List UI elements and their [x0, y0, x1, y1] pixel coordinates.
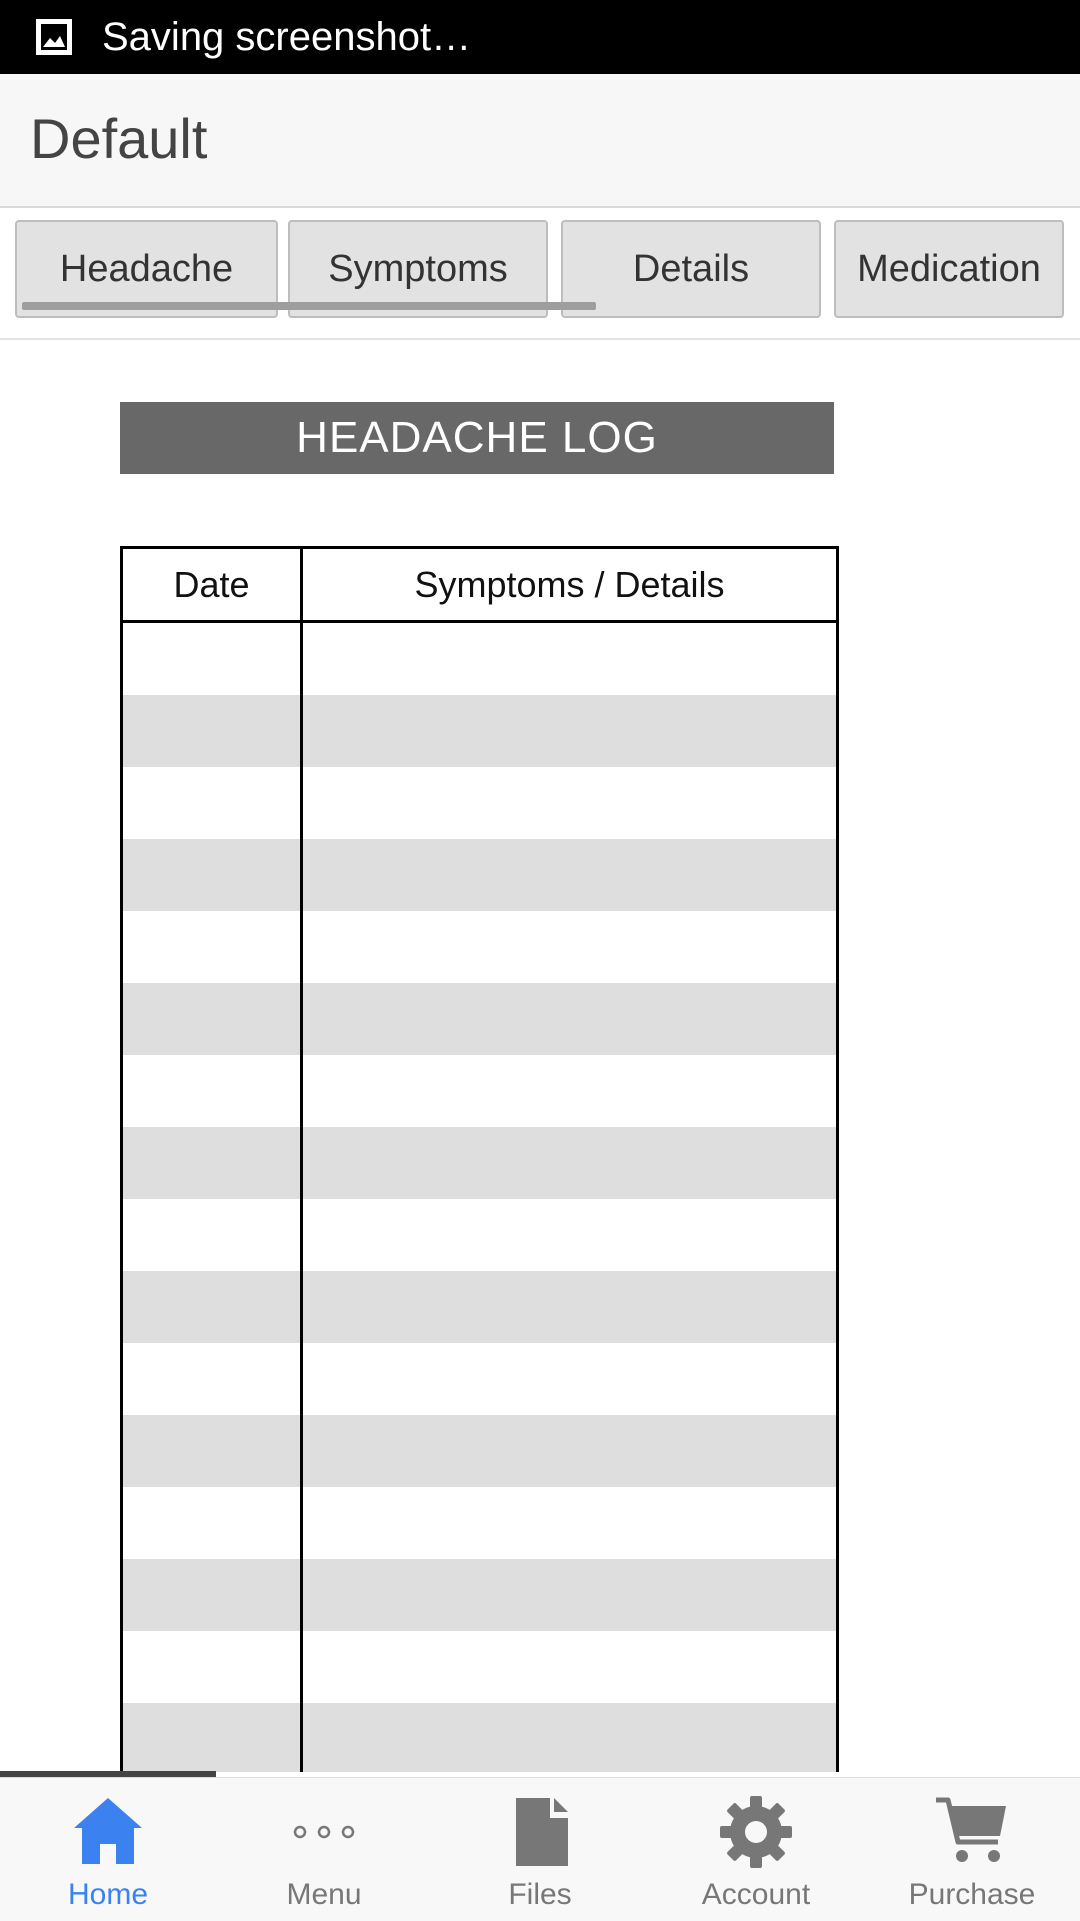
tab-label: Headache — [59, 247, 234, 290]
date-cell[interactable] — [122, 1703, 302, 1772]
symptoms-cell[interactable] — [302, 839, 838, 911]
symptoms-cell[interactable] — [302, 1127, 838, 1199]
date-cell[interactable] — [122, 1055, 302, 1127]
table-row[interactable] — [122, 1055, 838, 1127]
table-body — [122, 622, 838, 1773]
table-row[interactable] — [122, 695, 838, 767]
date-cell[interactable] — [122, 695, 302, 767]
log-title: HEADACHE LOG — [120, 402, 834, 474]
headache-log-table — [120, 546, 839, 1772]
date-cell[interactable] — [122, 983, 302, 1055]
nav-label: Home — [67, 1878, 149, 1911]
symptoms-cell[interactable] — [302, 1199, 838, 1271]
date-cell[interactable] — [122, 1631, 302, 1703]
date-cell[interactable] — [122, 1343, 302, 1415]
date-cell[interactable] — [122, 622, 302, 696]
tab-label: Symptoms — [328, 247, 508, 290]
tab-details[interactable] — [561, 220, 821, 318]
table-row[interactable] — [122, 622, 838, 696]
symptoms-cell[interactable] — [302, 1055, 838, 1127]
date-cell[interactable] — [122, 1199, 302, 1271]
nav-label: Purchase — [908, 1878, 1036, 1911]
symptoms-cell[interactable] — [302, 767, 838, 839]
symptoms-cell[interactable] — [302, 1703, 838, 1772]
nav-label: Menu — [286, 1878, 362, 1911]
table-row[interactable] — [122, 1487, 838, 1559]
symptoms-cell[interactable] — [302, 1631, 838, 1703]
date-cell[interactable] — [122, 1487, 302, 1559]
symptoms-cell[interactable] — [302, 1487, 838, 1559]
symptoms-cell[interactable] — [302, 1271, 838, 1343]
tab-label: Medication — [857, 247, 1041, 290]
table-row[interactable] — [122, 1415, 838, 1487]
file-icon — [500, 1792, 580, 1872]
table-row[interactable] — [122, 1559, 838, 1631]
nav-menu[interactable] — [216, 1778, 432, 1921]
tab-medication[interactable] — [834, 220, 1064, 318]
nav-account[interactable] — [648, 1778, 864, 1921]
tab-scroll-indicator — [22, 302, 596, 310]
gear-icon — [716, 1792, 796, 1872]
bottom-nav — [0, 1777, 1080, 1921]
cart-icon — [932, 1792, 1012, 1872]
table-row[interactable] — [122, 1343, 838, 1415]
table-row[interactable] — [122, 1127, 838, 1199]
date-cell[interactable] — [122, 1415, 302, 1487]
page-title: Default — [30, 107, 208, 170]
date-cell[interactable] — [122, 1271, 302, 1343]
table-row[interactable] — [122, 911, 838, 983]
symptoms-cell[interactable] — [302, 983, 838, 1055]
nav-home[interactable] — [0, 1778, 216, 1921]
more-dots-icon — [284, 1792, 364, 1872]
tab-bar — [0, 208, 1080, 340]
nav-files[interactable] — [432, 1778, 648, 1921]
table-row[interactable] — [122, 767, 838, 839]
table-row[interactable] — [122, 839, 838, 911]
symptoms-cell[interactable] — [302, 1343, 838, 1415]
log-content[interactable] — [0, 340, 1080, 1772]
table-header-row — [122, 548, 838, 622]
date-cell[interactable] — [122, 839, 302, 911]
screenshot-icon — [34, 17, 74, 57]
tab-label: Details — [632, 247, 750, 290]
date-cell[interactable] — [122, 1127, 302, 1199]
column-header-date: Date — [122, 548, 302, 622]
table-row[interactable] — [122, 1631, 838, 1703]
symptoms-cell[interactable] — [302, 1559, 838, 1631]
table-row[interactable] — [122, 1271, 838, 1343]
symptoms-cell[interactable] — [302, 622, 838, 696]
symptoms-cell[interactable] — [302, 695, 838, 767]
nav-purchase[interactable] — [864, 1778, 1080, 1921]
symptoms-cell[interactable] — [302, 911, 838, 983]
date-cell[interactable] — [122, 1559, 302, 1631]
column-header-symptoms: Symptoms / Details — [302, 548, 838, 622]
date-cell[interactable] — [122, 767, 302, 839]
nav-label: Account — [701, 1878, 811, 1911]
nav-label: Files — [508, 1878, 572, 1911]
app-bar — [0, 74, 1080, 208]
home-icon — [68, 1792, 148, 1872]
table-row[interactable] — [122, 1703, 838, 1772]
status-text: Saving screenshot… — [102, 14, 472, 59]
date-cell[interactable] — [122, 911, 302, 983]
table-row[interactable] — [122, 983, 838, 1055]
symptoms-cell[interactable] — [302, 1415, 838, 1487]
table-row[interactable] — [122, 1199, 838, 1271]
status-bar — [0, 0, 1080, 74]
